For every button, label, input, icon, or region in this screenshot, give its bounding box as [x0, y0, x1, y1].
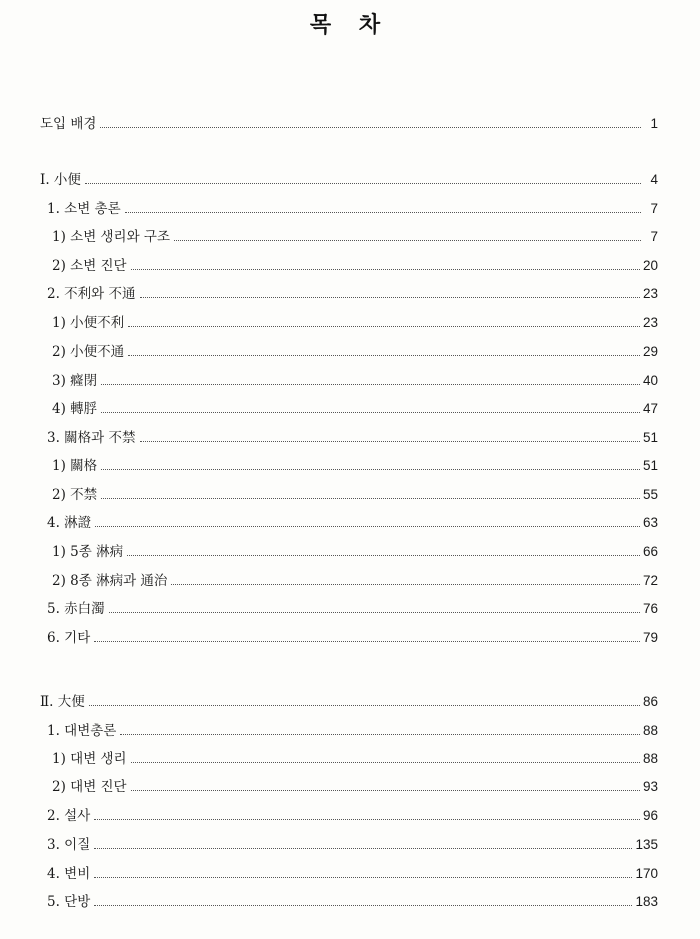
- toc-dot-leader: [120, 734, 640, 735]
- toc-dot-leader: [95, 526, 640, 527]
- toc-dot-leader: [174, 240, 641, 241]
- toc-entry-page-number: 63: [642, 515, 658, 530]
- toc-entry-label: Ⅰ. 小便: [40, 172, 81, 188]
- toc-entry-label: 4. 변비: [47, 866, 91, 882]
- toc-entry-page-number: 55: [642, 487, 658, 502]
- toc-dot-leader: [85, 183, 641, 184]
- toc-entry-label: 1) 소변 생리와 구조: [52, 229, 171, 245]
- toc-entry-label: 1. 대변총론: [47, 723, 117, 739]
- toc-entry: [47, 835, 658, 855]
- toc-entry: [52, 399, 658, 419]
- toc-dot-leader: [109, 612, 640, 613]
- toc-entry-label: 2) 不禁: [52, 487, 98, 503]
- toc-entry: [47, 284, 658, 304]
- toc-entry-page-number: 23: [642, 286, 658, 301]
- toc-entry: [47, 513, 658, 533]
- toc-dot-leader: [101, 412, 640, 413]
- toc-entry-page-number: 88: [642, 751, 658, 766]
- toc-entry-label: 4) 轉脬: [52, 401, 98, 417]
- toc-dot-leader: [94, 905, 632, 906]
- toc-entry-label: 1) 關格: [52, 458, 98, 474]
- toc-entry: [47, 806, 658, 826]
- toc-entry-label: 1) 대변 생리: [52, 751, 127, 767]
- toc-dot-leader: [128, 355, 640, 356]
- toc-entry-page-number: 86: [642, 694, 658, 709]
- toc-entry-label: 2) 小便不通: [52, 344, 125, 360]
- toc-entry-page-number: 79: [642, 630, 658, 645]
- toc-dot-leader: [94, 819, 640, 820]
- toc-entry-page-number: 23: [642, 315, 658, 330]
- toc-entry-page-number: 47: [642, 401, 658, 416]
- toc-dot-leader: [94, 877, 632, 878]
- toc-entry-label: 2) 8종 淋病과 通治: [52, 573, 168, 589]
- toc-entry: [47, 721, 658, 741]
- toc-entry-label: 3. 이질: [47, 837, 91, 853]
- toc-entry-label: 6. 기타: [47, 630, 91, 646]
- toc-entry-label: 2) 대변 진단: [52, 779, 127, 795]
- toc-entry-label: 2. 不利와 不通: [47, 286, 136, 302]
- toc-entry-page-number: 93: [642, 779, 658, 794]
- toc-entry-label: 1) 小便不利: [52, 315, 125, 331]
- toc-dot-leader: [171, 584, 640, 585]
- toc-entry: [40, 170, 658, 190]
- toc-entry-page-number: 66: [642, 544, 658, 559]
- toc-entry: [52, 777, 658, 797]
- toc-entry: [52, 227, 658, 247]
- toc-dot-leader: [101, 384, 640, 385]
- page-title: 목 차: [309, 13, 391, 38]
- toc-entry: [52, 542, 658, 562]
- toc-entry: [40, 114, 658, 134]
- toc-dot-leader: [140, 441, 640, 442]
- toc-entry-label: Ⅱ. 大便: [40, 694, 85, 710]
- toc-dot-leader: [89, 705, 640, 706]
- toc-entry-page-number: 51: [642, 458, 658, 473]
- toc-entry-label: 5. 단방: [47, 894, 91, 910]
- toc-entry-page-number: 96: [642, 808, 658, 823]
- toc-entry: [52, 313, 658, 333]
- toc-entry-page-number: 7: [650, 229, 658, 244]
- toc-entry-label: 도입 배경: [40, 116, 97, 132]
- toc-entry-label: 4. 淋證: [47, 515, 92, 531]
- toc-entry-page-number: 1: [650, 116, 658, 131]
- toc-entry: [47, 628, 658, 648]
- toc-entry: [47, 199, 658, 219]
- toc-dot-leader: [94, 848, 632, 849]
- toc-entry: [52, 256, 658, 276]
- toc-entry: [52, 456, 658, 476]
- toc-entry-label: 2. 설사: [47, 808, 91, 824]
- toc-dot-leader: [125, 212, 641, 213]
- toc-entry: [52, 485, 658, 505]
- toc-entry-label: 3. 關格과 不禁: [47, 430, 136, 446]
- toc-dot-leader: [131, 790, 640, 791]
- toc-dot-leader: [94, 641, 640, 642]
- toc-entry-page-number: 135: [635, 837, 658, 852]
- toc-entry-page-number: 183: [635, 894, 658, 909]
- toc-entry-page-number: 72: [642, 573, 658, 588]
- toc-dot-leader: [140, 297, 640, 298]
- toc-entry: [47, 599, 658, 619]
- toc-dot-leader: [100, 127, 641, 128]
- toc-dot-leader: [131, 269, 640, 270]
- toc-entry-page-number: 7: [650, 201, 658, 216]
- toc-entry-page-number: 76: [642, 601, 658, 616]
- toc-dot-leader: [101, 469, 640, 470]
- toc-entry: [52, 749, 658, 769]
- toc-dot-leader: [127, 555, 640, 556]
- toc-entry: [52, 371, 658, 391]
- toc-entry: [52, 342, 658, 362]
- toc-entry-label: 2) 소변 진단: [52, 258, 127, 274]
- toc-entry-label: 3) 癃閉: [52, 373, 98, 389]
- toc-entry-label: 5. 赤白濁: [47, 601, 105, 617]
- toc-entry-page-number: 40: [642, 373, 658, 388]
- toc-entry-page-number: 51: [642, 430, 658, 445]
- toc-entry-label: 1. 소변 총론: [47, 201, 121, 217]
- toc-dot-leader: [131, 762, 640, 763]
- toc-entry-page-number: 29: [642, 344, 658, 359]
- toc-dot-leader: [101, 498, 640, 499]
- toc-entry-label: 1) 5종 淋病: [52, 544, 124, 560]
- toc-entry: [47, 428, 658, 448]
- toc-entry-page-number: 170: [635, 866, 658, 881]
- toc-entry-page-number: 4: [650, 172, 658, 187]
- toc-entry-page-number: 20: [642, 258, 658, 273]
- toc-entry-page-number: 88: [642, 723, 658, 738]
- toc-entry: [52, 571, 658, 591]
- toc-entry: [47, 892, 658, 912]
- toc-entry: [40, 692, 658, 712]
- toc-dot-leader: [128, 326, 640, 327]
- toc-entry: [47, 864, 658, 884]
